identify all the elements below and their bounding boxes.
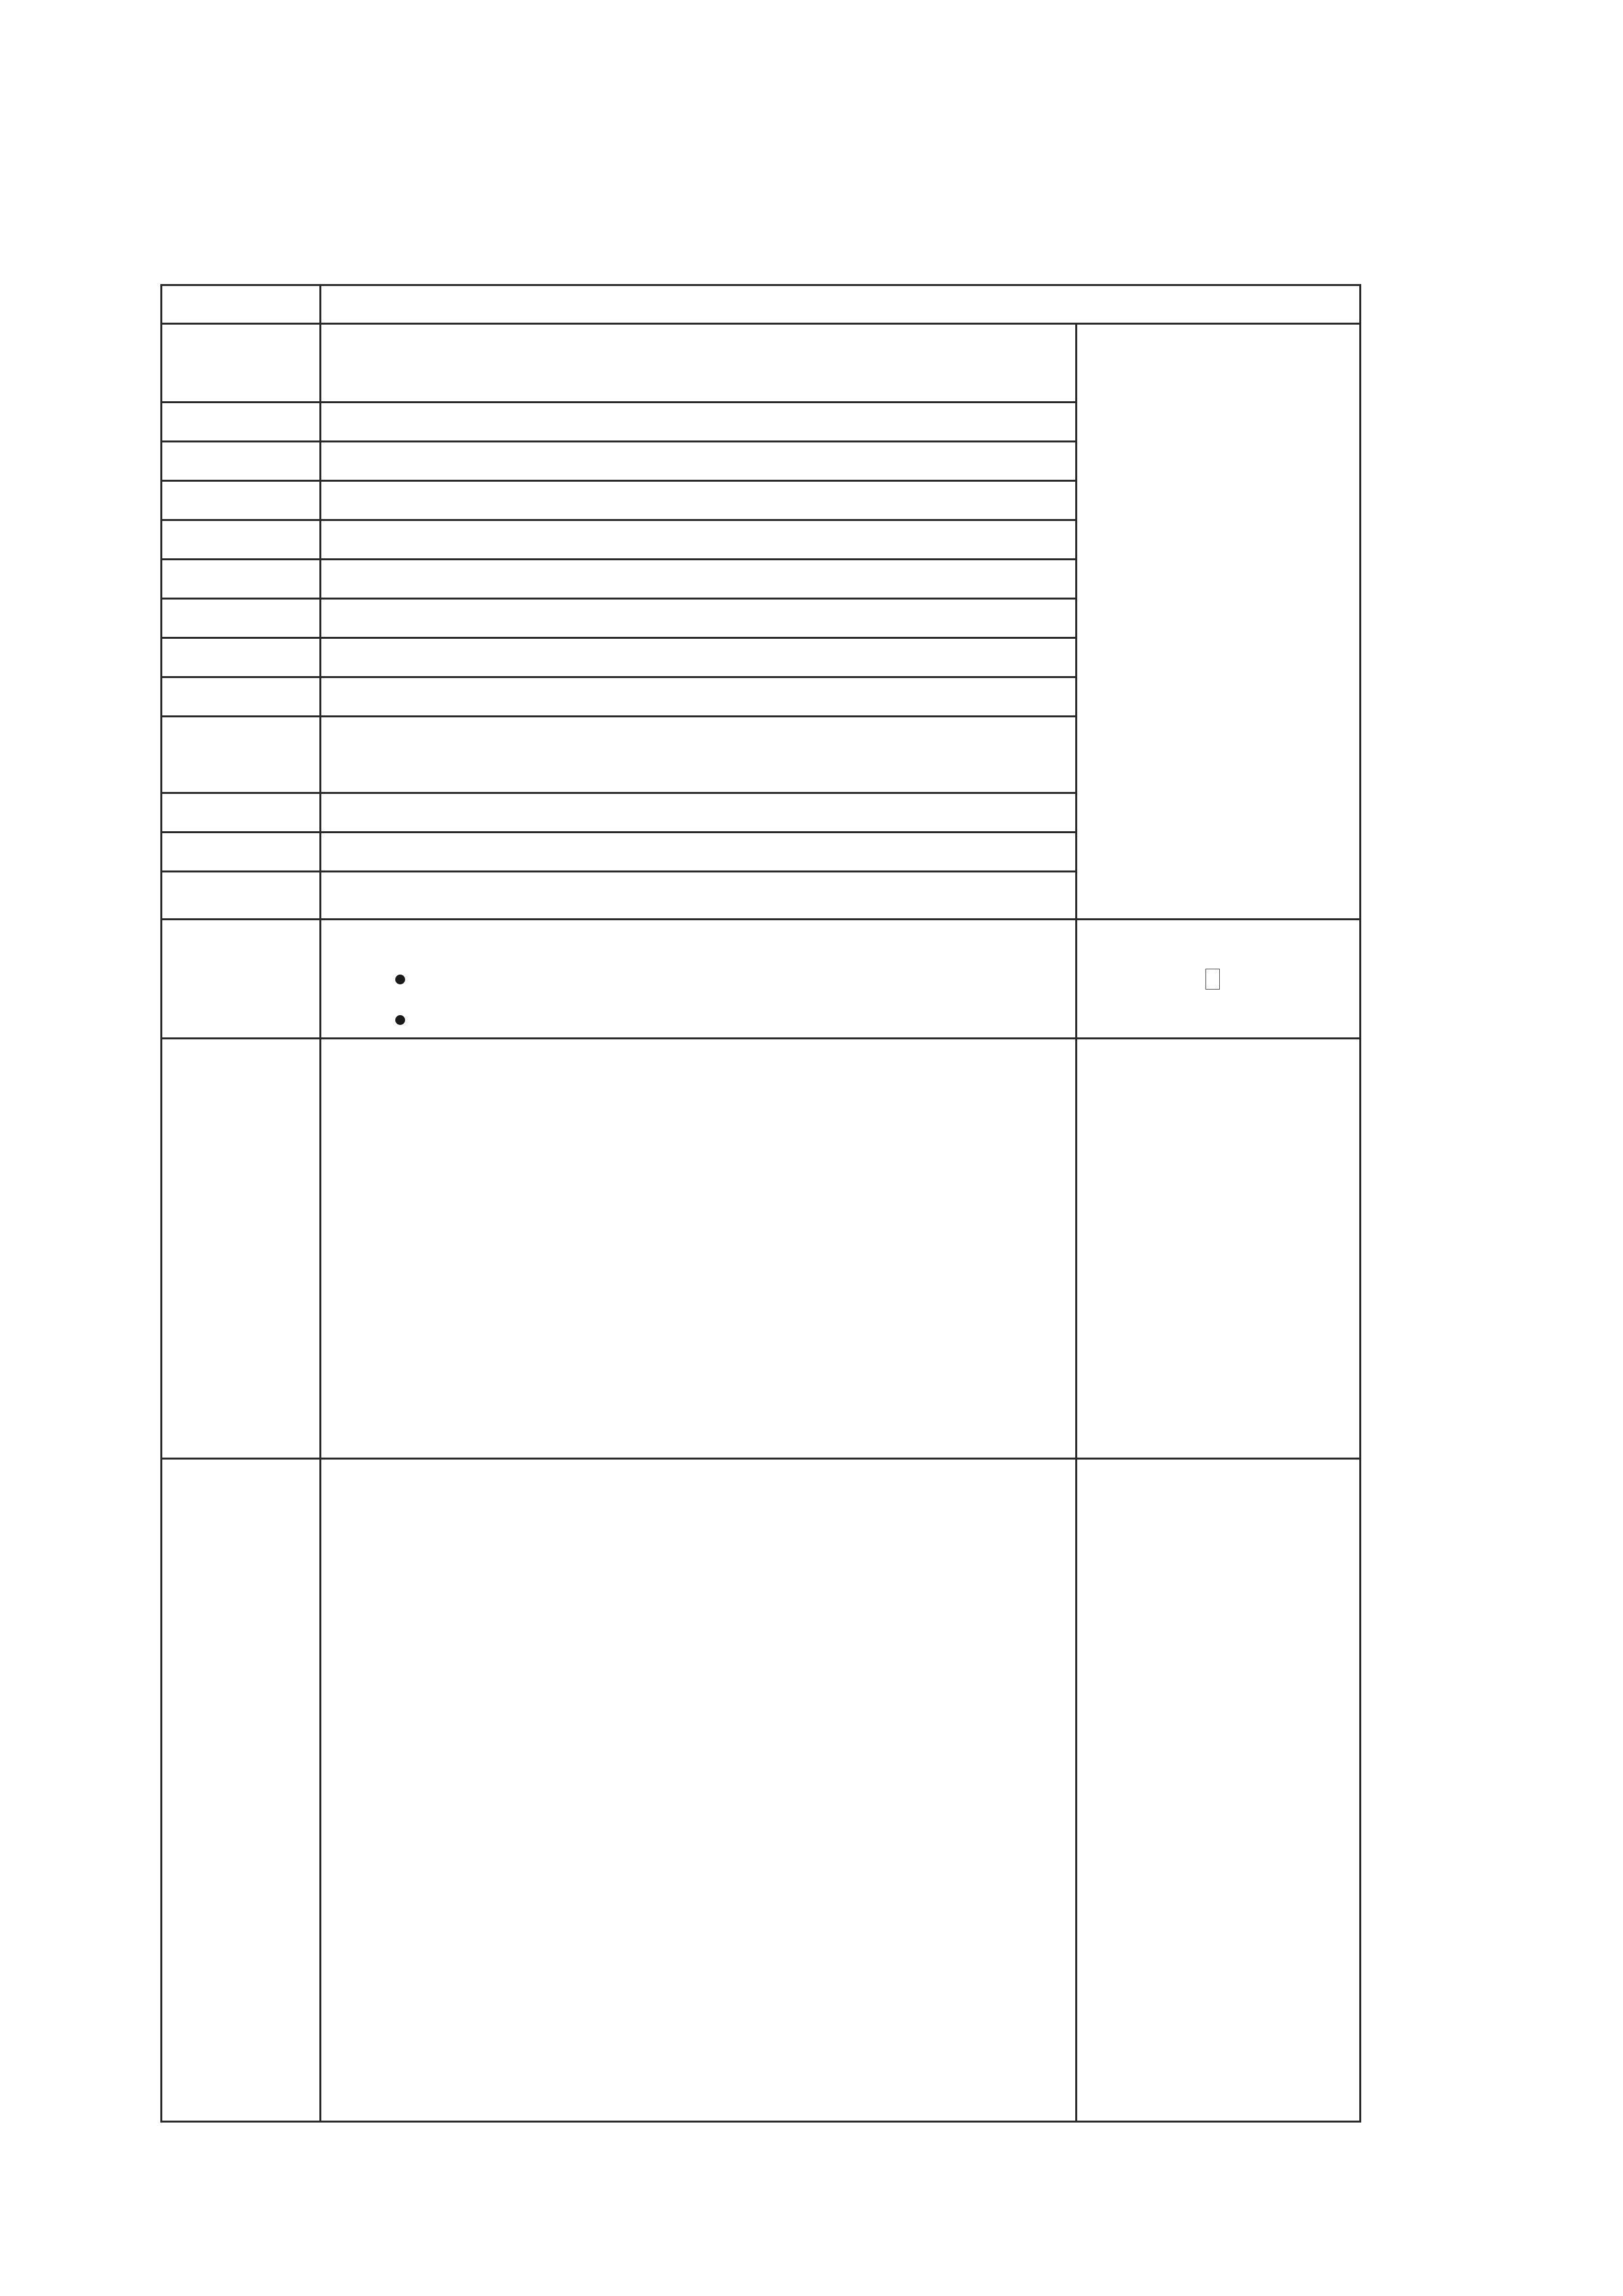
row-line <box>160 637 1077 639</box>
section-line <box>160 1458 1361 1460</box>
row-line <box>160 598 1077 600</box>
table-border-bottom <box>160 2121 1361 2123</box>
row-line <box>160 831 1077 833</box>
table-border-top <box>160 284 1361 286</box>
row-line <box>160 558 1077 560</box>
row-line <box>160 870 1077 872</box>
header-row-border <box>160 323 1361 325</box>
row-line <box>160 715 1077 717</box>
table-border-right <box>1359 284 1361 2123</box>
column-divider-2 <box>1075 323 1077 2123</box>
bullet-icon <box>395 975 405 984</box>
checkbox-box-icon <box>1205 969 1220 990</box>
section-line <box>160 1037 1361 1039</box>
checkbox-mica-da[interactable] <box>1205 962 1221 996</box>
row-line <box>160 480 1077 482</box>
row-line <box>160 401 1077 403</box>
row-line <box>160 519 1077 521</box>
bullet-icon <box>395 1015 405 1025</box>
row-line <box>160 440 1077 442</box>
row-line <box>160 792 1077 794</box>
section-line <box>160 918 1361 920</box>
row-line <box>160 676 1077 678</box>
